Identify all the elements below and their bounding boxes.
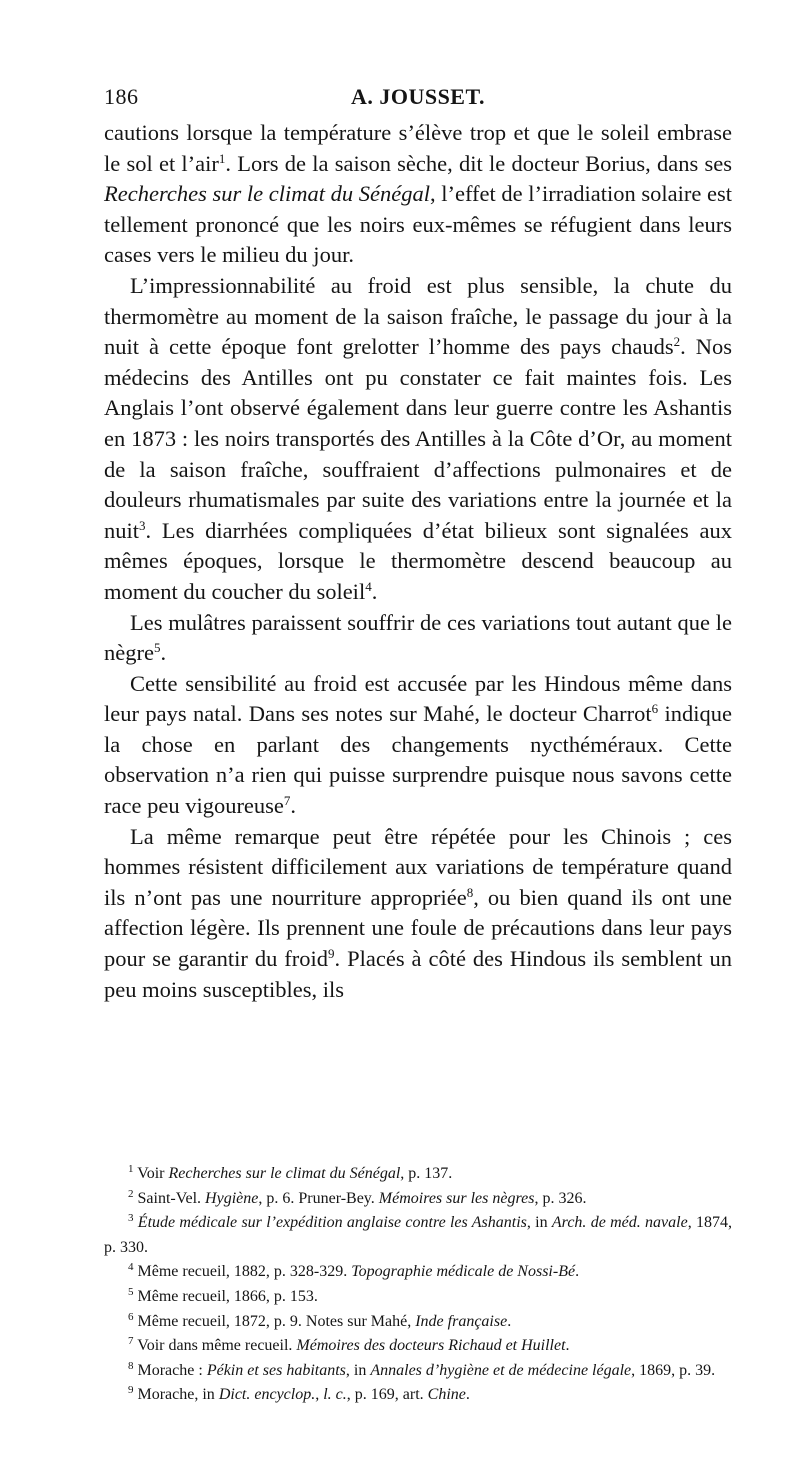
text-run: . <box>565 1337 570 1355</box>
italic-title: Hygiène <box>205 1189 259 1207</box>
text-run: Même recueil, 1866, p. 153. <box>133 1287 318 1305</box>
footnote-ref: 5 <box>153 640 161 656</box>
text-run: , p. 137. <box>400 1165 453 1182</box>
italic-title: Mémoires des docteurs Richaud et Huillet <box>296 1337 566 1355</box>
footnote-ref: 6 <box>128 1310 134 1323</box>
footnote <box>104 1260 732 1285</box>
text-run: . <box>160 640 167 666</box>
footnote-ref: 4 <box>128 1261 134 1274</box>
italic-title: l. c. <box>323 1386 347 1404</box>
text-run: Les mulâtres paraissent souffrir de ces variations tout autant que le nègre <box>104 609 732 666</box>
italic-title: Dict. encyclop. <box>218 1386 316 1404</box>
footnote-ref: 9 <box>328 946 335 962</box>
footnote-ref: 7 <box>283 793 291 809</box>
footnote-ref: 8 <box>128 1359 134 1372</box>
footnote-ref: 3 <box>128 1212 134 1225</box>
text-run: . <box>290 793 297 819</box>
text-run: , in <box>526 1214 552 1232</box>
footnote-ref: 3 <box>139 517 146 533</box>
footnote-ref: 4 <box>365 578 372 594</box>
text-run: . <box>465 1386 470 1404</box>
footnote-ref: 6 <box>651 701 659 717</box>
footnote-ref: 5 <box>128 1285 134 1298</box>
text-run: , in <box>345 1361 371 1379</box>
text-run: , 1874, p. 330. <box>104 1214 732 1256</box>
text-run: Saint-Vel. <box>133 1189 206 1207</box>
italic-title: Pékin et ses habitants <box>206 1361 346 1379</box>
paragraph <box>104 271 732 608</box>
text-run: . <box>507 1312 512 1330</box>
text-run: Cette sensibilité au froid est accusée par les Hindous même dans leur pays natal. Dans ses notes sur Mahé, le docteur Charrot <box>104 670 732 727</box>
text-run: Même recueil, 1882, p. 328-329. <box>133 1263 352 1281</box>
running-header <box>104 84 732 114</box>
footnote-ref: 8 <box>466 884 474 900</box>
italic-title: Annales d’hygiène et de médecine légale <box>370 1361 632 1379</box>
text-run: Morache : <box>133 1361 207 1379</box>
text-run: , l’effet de l’irradiation solaire est tellement prononcé que les noirs eux-mêmes se réfugient dans leurs cases vers le milieu du jour. <box>104 181 732 268</box>
paragraph <box>104 608 732 669</box>
text-run: , <box>315 1386 324 1404</box>
footnote <box>104 1359 732 1384</box>
text-run: Morache, in <box>133 1386 219 1404</box>
body-text <box>104 118 732 1005</box>
footnote-ref: 2 <box>128 1187 134 1200</box>
text-run: L’impressionnabilité au froid est plus sensible, la chute du thermomètre au moment de la saison fraîche, le passage du jour à la nuit à cette époque font grelotter l’homme des pays chauds <box>104 272 732 360</box>
footnote <box>104 1162 732 1187</box>
text-run: . Les diarrhées compliquées d’état bilieux sont signalées aux mêmes époques, lorsque le thermomètre descend beaucoup au moment du coucher du soleil <box>104 517 732 604</box>
text-run: , p. 6. Pruner-Bey. <box>258 1189 379 1207</box>
text-run: . <box>371 578 378 604</box>
paragraph <box>104 669 732 822</box>
footnote-ref: 7 <box>128 1335 134 1348</box>
italic-title: Étude médicale sur l’expédition anglaise contre les Ashantis <box>137 1214 527 1232</box>
running-title: A. JOUSSET. <box>350 84 486 109</box>
italic-title: Recherches sur le climat du Sénégal <box>104 181 430 207</box>
text-run: indique la chose en parlant des changements nycthéméraux. Cette observation n’a rien qui puisse surprendre puisque nous savons cette race peu vigoureuse <box>104 701 732 819</box>
footnote-ref: 2 <box>673 334 681 350</box>
footnotes <box>104 1162 732 1408</box>
paragraph <box>104 822 732 1006</box>
footnote <box>104 1285 732 1310</box>
italic-title: Recherches sur le climat du Sénégal <box>168 1165 401 1182</box>
text-run: . Nos médecins des Antilles ont pu constater ce fait maintes fois. Les Anglais l’ont observé également dans leur guerre contre les Ashantis en 1873 : les noirs transportés des Antilles à la Côte d’Or, au moment de la saison fraîche, souffraient d’affections pulmonaires et de douleurs rhumatismales par suite des variations entre la journée et la nuit <box>104 334 732 543</box>
italic-title: Topographie médicale de Nossi-Bé <box>351 1263 576 1281</box>
text-run: . Placés à côté des Hindous ils semblent un peu moins susceptibles, ils <box>104 946 733 1002</box>
footnote-ref: 1 <box>128 1163 134 1175</box>
italic-title: Mémoires sur les nègres <box>378 1189 535 1207</box>
paragraph <box>104 118 732 271</box>
text-run: Même recueil, 1872, p. 9. Notes sur Mahé, <box>133 1312 416 1330</box>
footnote <box>104 1334 732 1359</box>
footnote <box>104 1187 732 1212</box>
text-run: cautions lorsque la température s’élève trop et que le soleil embrase le sol et l’air <box>104 120 732 176</box>
italic-title: Chine <box>427 1386 466 1404</box>
text-run: Voir dans même recueil. <box>133 1337 297 1355</box>
footnote <box>104 1211 732 1260</box>
text-run: Voir <box>133 1165 169 1182</box>
footnote-ref: 9 <box>128 1384 134 1397</box>
text-run: , p. 326. <box>534 1189 587 1207</box>
footnote-ref: 1 <box>218 150 226 166</box>
footnote <box>104 1383 732 1408</box>
text-run: . <box>575 1263 580 1281</box>
text-run: . Lors de la saison sèche, dit le docteur Borius, dans ses <box>225 150 733 176</box>
italic-title: Arch. de méd. navale <box>551 1214 688 1232</box>
text-run: , 1869, p. 39. <box>631 1361 716 1379</box>
text-run: La même remarque peut être répétée pour les Chinois ; ces hommes résistent difficilement aux variations de température quand ils n’ont pas une nourriture appropriée <box>104 823 732 910</box>
italic-title: Inde française <box>415 1312 508 1330</box>
page-number: 186 <box>104 84 139 109</box>
text-run: , p. 169, art. <box>346 1386 428 1404</box>
footnote <box>104 1310 732 1335</box>
text-run: , ou bien quand ils ont une affection légère. Ils prennent une foule de précautions dans leur pays pour se garantir du froid <box>104 884 732 972</box>
